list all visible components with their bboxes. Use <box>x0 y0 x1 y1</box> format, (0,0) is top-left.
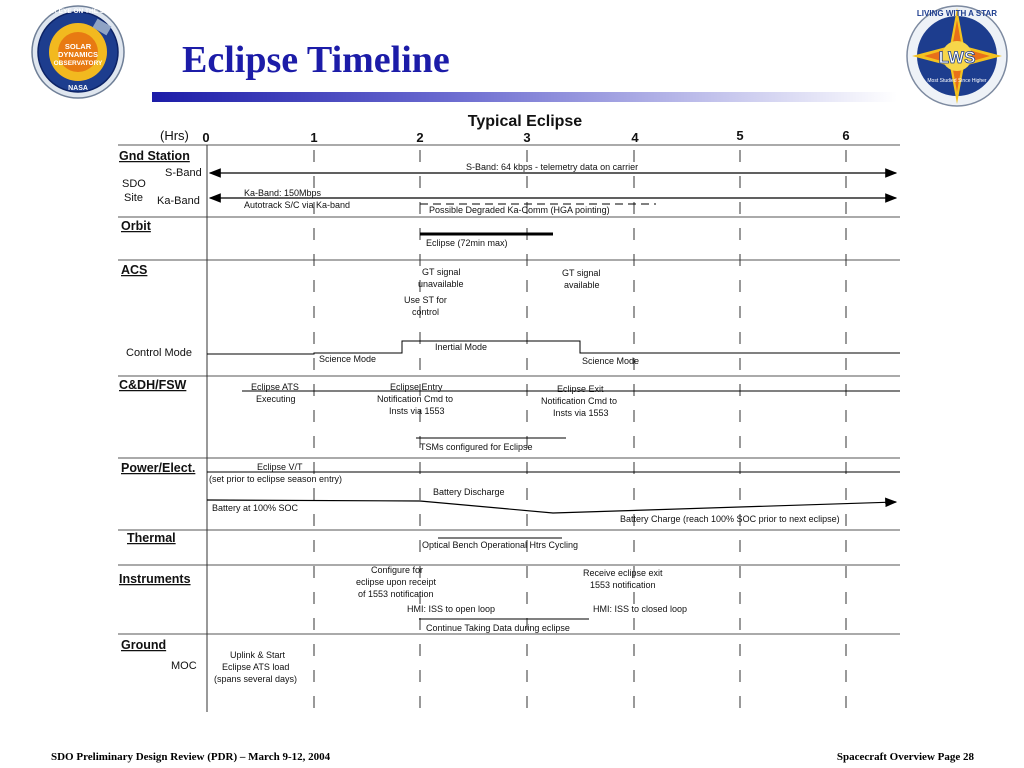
hour-gridlines <box>314 150 846 710</box>
lws-logo-sub: Most Studied Since Higher <box>927 78 987 84</box>
battery-soc-line <box>207 500 896 513</box>
footer-right: Spacecraft Overview Page 28 <box>836 751 974 763</box>
continue-taking-data: Continue Taking Data during eclipse <box>426 623 570 633</box>
hour-1: 1 <box>310 130 318 145</box>
science-mode-1: Science Mode <box>319 354 377 364</box>
gt-available-1: GT signal <box>562 268 601 278</box>
use-st-1: Use ST for <box>404 295 447 305</box>
receive-exit-1: Receive eclipse exit <box>583 568 663 578</box>
hour-4: 4 <box>631 130 639 145</box>
degraded-comm-note: Possible Degraded Ka-Comm (HGA pointing) <box>429 205 610 215</box>
inertial-mode: Inertial Mode <box>435 342 488 352</box>
hour-5: 5 <box>736 128 744 143</box>
section-acs: ACS <box>121 263 148 277</box>
footer-left: SDO Preliminary Design Review (PDR) – March 9-12, 2004 <box>51 751 331 763</box>
science-mode-2: Science Mode <box>582 356 640 366</box>
lws-ring-text: LIVING WITH A STAR <box>916 9 998 18</box>
hours-label: (Hrs) <box>160 128 189 143</box>
ats-executing-1: Eclipse ATS <box>251 382 299 392</box>
ka-band-note-2: Autotrack S/C via Ka-band <box>244 200 351 210</box>
battery-discharge: Battery Discharge <box>433 487 505 497</box>
hour-6: 6 <box>842 128 850 143</box>
section-cdh: C&DH/FSW <box>119 378 187 392</box>
eclipse-exit-1: Eclipse Exit <box>557 384 604 394</box>
eclipse-entry-1: Eclipse Entry <box>390 382 443 392</box>
tsms-configured: TSMs configured for Eclipse <box>420 442 533 452</box>
battery-charge: Battery Charge (reach 100% SOC prior to next eclipse) <box>620 514 840 524</box>
optical-bench-htrs: Optical Bench Operational Htrs Cycling <box>422 540 579 550</box>
ka-band-note-1: Ka-Band: 150Mbps <box>244 188 322 198</box>
hour-0: 0 <box>202 130 210 145</box>
section-thermal: Thermal <box>127 531 176 545</box>
s-band-label: S-Band <box>165 167 202 179</box>
site-label: Site <box>124 192 143 204</box>
hmi-open-loop: HMI: ISS to open loop <box>407 604 496 614</box>
control-mode-label: Control Mode <box>126 347 193 359</box>
lws-logo-center: LWS <box>938 48 976 67</box>
configure-3: of 1553 notification <box>358 589 434 599</box>
receive-exit-2: 1553 notification <box>590 580 656 590</box>
eclipse-duration: Eclipse (72min max) <box>426 238 508 248</box>
control-mode-line <box>207 341 900 354</box>
eclipse-exit-2: Notification Cmd to <box>541 396 618 406</box>
sdo-label: SDO <box>122 178 146 190</box>
section-power: Power/Elect. <box>121 461 196 475</box>
row-separators <box>118 145 900 634</box>
eclipse-season-note: (set prior to eclipse season entry) <box>209 474 343 484</box>
sdo-logo-line3: OBSERVATORY <box>53 60 103 67</box>
sdo-ring-text: OUR EYE ON THE SUN <box>42 8 114 15</box>
eclipse-entry-2: Notification Cmd to <box>377 394 454 404</box>
uplink-2: Eclipse ATS load <box>222 662 290 672</box>
ats-executing-2: Executing <box>256 394 296 404</box>
uplink-1: Uplink & Start <box>230 650 286 660</box>
battery-100: Battery at 100% SOC <box>212 503 299 513</box>
hour-2: 2 <box>416 130 424 145</box>
section-gnd-station: Gnd Station <box>119 149 190 163</box>
sdo-logo-line2: DYNAMICS <box>57 50 99 59</box>
eclipse-exit-3: Insts via 1553 <box>553 408 609 418</box>
configure-1: Configure for <box>371 565 424 575</box>
gt-unavailable-1: GT signal <box>422 267 461 277</box>
eclipse-vt: Eclipse V/T <box>257 462 303 472</box>
gt-unavailable-2: unavailable <box>418 279 464 289</box>
s-band-note: S-Band: 64 kbps - telemetry data on carrier <box>466 162 639 172</box>
hmi-closed-loop: HMI: ISS to closed loop <box>593 604 688 614</box>
configure-2: eclipse upon receipt <box>356 577 437 587</box>
sdo-logo-bottom: NASA <box>68 85 88 92</box>
section-orbit: Orbit <box>121 219 151 233</box>
page-title: Eclipse Timeline <box>182 39 450 81</box>
uplink-3: (spans several days) <box>214 674 298 684</box>
section-instruments: Instruments <box>119 572 191 586</box>
diagram-title: Typical Eclipse <box>467 113 583 130</box>
eclipse-entry-3: Insts via 1553 <box>389 406 445 416</box>
gt-available-2: available <box>564 280 600 290</box>
hour-3: 3 <box>523 130 531 145</box>
sdo-logo-line1: SOLAR <box>64 42 92 51</box>
section-ground: Ground <box>121 638 167 652</box>
ka-band-label: Ka-Band <box>157 195 200 207</box>
moc-label: MOC <box>171 660 197 672</box>
use-st-2: control <box>412 307 440 317</box>
